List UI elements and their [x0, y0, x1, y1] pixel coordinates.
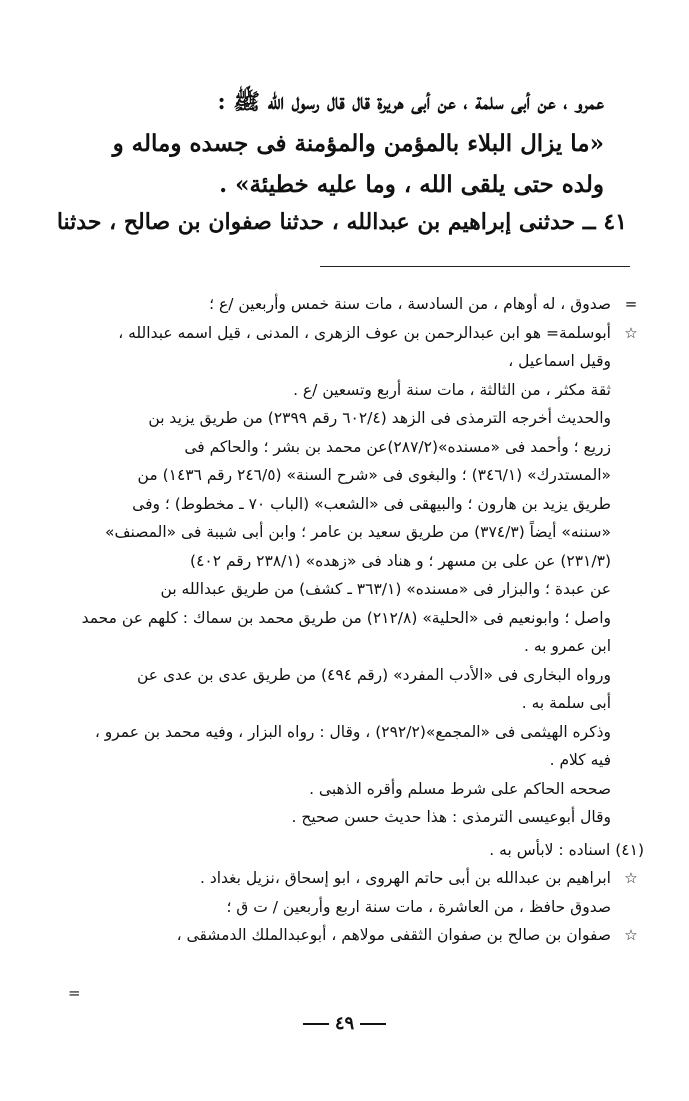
footnote-line: ☆ صفوان بن صالح بن صفوان الثقفى مولاهم ، أبوعبدالملك الدمشقى ،	[44, 921, 644, 950]
footnotes	[44, 290, 644, 950]
footnote-line: والحديث أخرجه الترمذى فى الزهد (٦٠٢/٤ رقم ٢٣٩٩) من طريق يزيد بن	[148, 409, 611, 427]
footnote-line: ☆ ابراهيم بن عبدالله بن أبى حاتم الهروى ، ابو إسحاق ،نزيل بغداد .	[44, 864, 644, 893]
dash-right	[303, 1023, 329, 1025]
star-icon: ☆	[624, 869, 638, 887]
footnote-line: واصل ؛ وابونعيم فى «الحلية» (٢١٢/٨) من طريق محمد بن سماك : كلهم عن محمد	[81, 608, 611, 627]
footnote-line: عن عبدة ؛ والبزار فى «مسنده» (٣٦٣/١ ـ كشف) من طريق عبدالله بن	[160, 580, 611, 598]
hadith-line: ولده حتى يلقى الله ، وما عليه خطيئة» .	[219, 171, 604, 198]
equals-marker: =	[624, 295, 638, 313]
footnote-line: طريق يزيد بن هارون ؛ والبيهقى فى «الشعب» (الباب ٧٠ ـ مخطوط) ؛ وفى	[132, 494, 611, 513]
star-icon: ☆	[624, 323, 638, 342]
footnote-line: = صدوق ، له أوهام ، من السادسة ، مات سنة خمس وأربعين /ع ؛	[44, 290, 644, 319]
page-number-value: ٤٩	[334, 1013, 355, 1034]
footnote-line: وقيل اسماعيل ،	[508, 352, 611, 370]
footnote-divider	[320, 266, 630, 267]
hadith-text	[84, 82, 604, 205]
footnote-line: «سننه» أيضاً (٣٧٤/٣) من طريق سعيد بن عامر ؛ وابن أبى شيبة فى «المصنف»	[104, 523, 611, 541]
footnote-line: ابن عمرو به .	[524, 637, 611, 655]
narration-line: عمرو ، عن أبى سلمة ، عن أبى هريرة قال قال رسول الله ﷺ :	[217, 89, 604, 115]
isnad-line: ٤١ ــ حدثنى إبراهيم بن عبدالله ، حدثنا صفوان بن صالح ، حدثنا	[56, 209, 627, 235]
continuation-marker: =	[68, 984, 81, 1002]
footnote-line: ورواه البخارى فى «الأدب المفرد» (رقم ٤٩٤) من طريق عدى بن عدى عن	[136, 665, 611, 684]
footnote-line: وقال أبوعيسى الترمذى : هذا حديث حسن صحيح .	[291, 808, 611, 826]
footnote-line: زريع ؛ وأحمد فى «مسنده»(٢٨٧/٢)عن محمد بن بشر ؛ والحاكم فى	[184, 437, 611, 456]
footnote-line: ☆ أبوسلمة= هو ابن عبدالرحمن بن عوف الزهرى ، المدنى ، قيل اسمه عبدالله ،	[44, 319, 644, 348]
footnote-line: ثقة مكثر ، من الثالثة ، مات سنة أربع وتسعين /ع .	[293, 380, 611, 399]
footnote-heading: (٤١) اسناده : لابأس به .	[489, 840, 644, 859]
footnote-line: (٢٣١/٣) عن على بن مسهر ؛ و هناد فى «زهده» (٢٣٨/١ رقم ٤٠٢)	[190, 551, 611, 570]
hadith-line: «ما يزال البلاء بالمؤمن والمؤمنة فى جسده وماله و	[112, 130, 604, 157]
footnote-line: «المستدرك» (٣٤٦/١) ؛ والبغوى فى «شرح السنة» (٢٤٦/٥ رقم ١٤٣٦) من	[137, 466, 611, 484]
footnote-line: صدوق حافظ ، من العاشرة ، مات سنة اربع وأربعين / ت ق ؛	[226, 897, 611, 916]
dash-left	[360, 1023, 386, 1025]
footnote-line: أبى سلمة به .	[521, 694, 611, 712]
page-number	[0, 1013, 689, 1034]
footnote-line: وذكره الهيثمى فى «المجمع»(٢٩٢/٢) ، وقال : رواه البزار ، وفيه محمد بن عمرو ،	[94, 722, 611, 741]
footnote-line: فيه كلام .	[549, 751, 611, 769]
star-icon: ☆	[624, 926, 638, 944]
footnote-line: صححه الحاكم على شرط مسلم وأقره الذهبى .	[309, 779, 611, 798]
